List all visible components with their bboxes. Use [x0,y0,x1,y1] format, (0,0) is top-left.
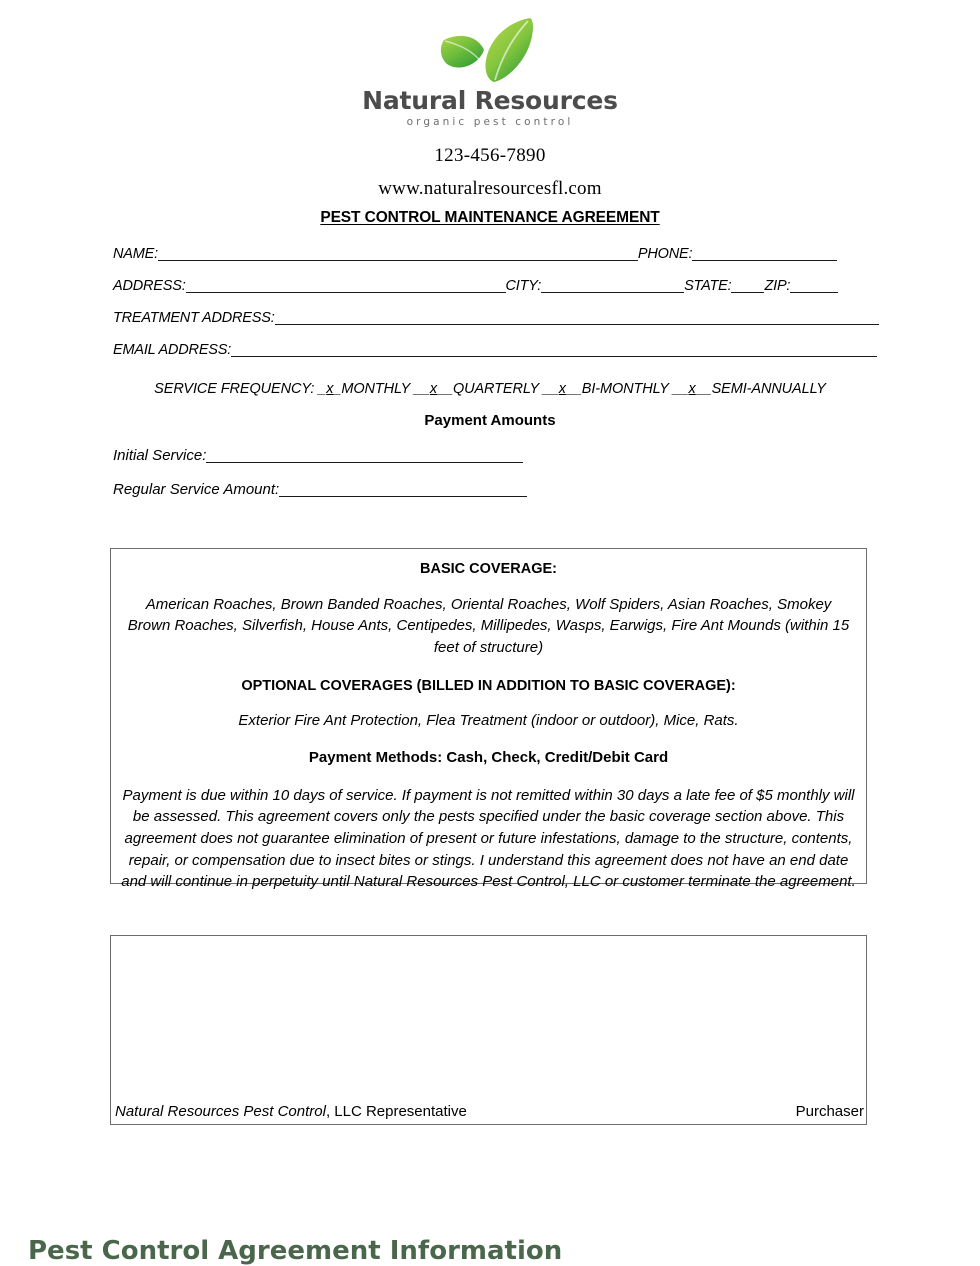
basic-coverage-heading: BASIC COVERAGE: [420,561,557,577]
name-label: NAME: [113,246,158,262]
address-label: ADDRESS: [113,278,186,294]
optional-coverage-text: Exterior Fire Ant Protection, Flea Treatment (indoor or outdoor), Mice, Rats. [238,711,739,729]
state-input[interactable] [731,281,764,293]
frequency-mark-quarterly: x [429,381,437,397]
phone-input[interactable] [692,249,837,261]
company-phone: 123-456-7890 [434,145,546,166]
logo-tagline: organic pest control [406,116,574,129]
frequency-mark-semi-annually: x [688,381,696,397]
phone-label: PHONE: [637,246,693,262]
name-input[interactable] [158,249,638,261]
email-input[interactable] [231,345,877,357]
frequency-label-bi-monthly: BI-MONTHLY [581,381,669,397]
service-frequency-row [0,381,980,397]
representative-company-name: Natural Resources Pest Control [115,1103,326,1120]
logo-wordmark: Natural Resources [362,86,618,115]
form-row-email [113,342,867,358]
optional-coverage-heading: OPTIONAL COVERAGES (BILLED IN ADDITION TO BASIC COVERAGE): [241,677,736,694]
frequency-option-semi-annually[interactable]: __x__SEMI-ANNUALLY [672,381,826,397]
two-leaf-icon [434,14,546,84]
state-label: STATE: [684,278,732,294]
payment-amounts-heading: Payment Amounts [424,412,556,429]
purchaser-signature-label: Purchaser [795,1103,864,1120]
frequency-option-quarterly[interactable]: __x__QUARTERLY [413,381,539,397]
basic-coverage-text: American Roaches, Brown Banded Roaches, Oriental Roaches, Wolf Spiders, Asian Roaches, Smokey Brown Roaches, Silverfish, House Ants, Centipedes, Millipedes, Wasps, Earwigs, Fire Ant Mounds (within 15 feet of structure) [127,596,850,656]
representative-suffix: , LLC Representative [325,1103,467,1120]
next-page-bleed-text: Pest Control Agreement Information [28,1236,563,1266]
service-frequency-label: SERVICE FREQUENCY: [154,381,315,397]
zip-label: ZIP: [764,278,791,294]
page-title [0,209,980,227]
frequency-option-bi-monthly[interactable]: __x__BI-MONTHLY [542,381,669,397]
city-input[interactable] [541,281,684,293]
form-row-regular-service [113,481,527,498]
form-row-initial-service [113,447,523,464]
frequency-option-monthly[interactable]: _x_MONTHLY [318,381,410,397]
representative-signature-label [115,1103,467,1120]
page-title-text: PEST CONTROL MAINTENANCE AGREEMENT [320,209,660,226]
initial-service-label: Initial Service: [113,447,207,464]
signature-labels [111,1103,866,1120]
regular-service-input[interactable] [279,485,527,497]
email-label: EMAIL ADDRESS: [113,342,232,358]
frequency-label-monthly: MONTHLY [341,381,410,397]
coverage-box [110,548,867,891]
treatment-address-label: TREATMENT ADDRESS: [113,310,275,326]
company-website: www.naturalresourcesfl.com [378,178,602,199]
frequency-label-semi-annually: SEMI-ANNUALLY [711,381,826,397]
initial-service-input[interactable] [206,451,523,463]
payment-methods-text: Payment Methods: Cash, Check, Credit/Debit Card [308,748,669,766]
zip-input[interactable] [790,281,838,293]
address-input[interactable] [186,281,506,293]
frequency-label-quarterly: QUARTERLY [452,381,539,397]
terms-text: Payment is due within 10 days of service. If payment is not remitted within 30 days a late fee of $5 monthly will be assessed. This agreement covers only the pests specified under the basic coverage section above. This agreement does not guarantee elimination of present or future infestations, damage to the structure, contents, repair, or compensation due to insect bites or stings. I understand this agreement does not have an end date and will continue in perpetuity until Natural Resources Pest Control, LLC or customer terminate the agreement. [121,786,856,891]
company-logo [0,14,980,128]
form-row-address [113,278,867,294]
regular-service-label: Regular Service Amount: [113,481,280,498]
treatment-address-input[interactable] [275,313,879,325]
frequency-mark-bi-monthly: x [558,381,566,397]
frequency-mark-monthly: x [326,381,334,397]
city-label: CITY: [505,278,542,294]
form-row-treatment-address [113,310,867,326]
form-row-name [113,246,867,262]
signature-box[interactable] [110,935,867,1125]
